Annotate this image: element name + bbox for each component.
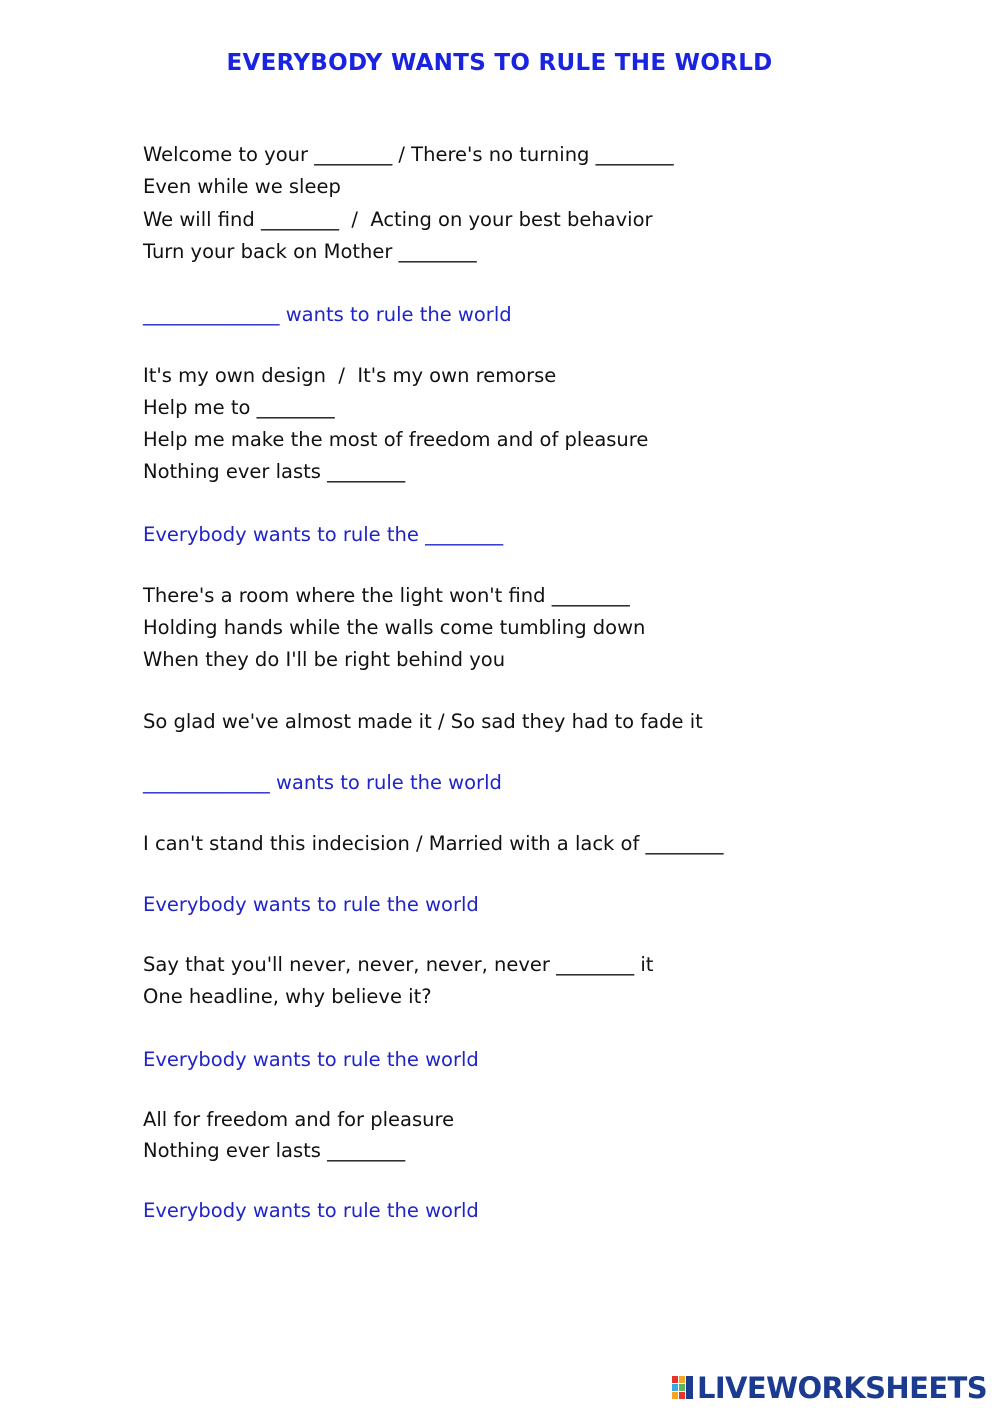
lyric-line: We will find ________ / Acting on your best behavior [143, 208, 653, 231]
lyric-line: One headline, why believe it? [143, 985, 432, 1008]
worksheet-title: EVERYBODY WANTS TO RULE THE WORLD [226, 50, 773, 76]
chorus-line: Everybody wants to rule the ________ [143, 523, 504, 546]
lyric-line: All for freedom and for pleasure [143, 1108, 455, 1131]
lyric-line: Holding hands while the walls come tumbling down [143, 616, 646, 639]
lyric-line: Say that you'll never, never, never, never ________ it [143, 953, 654, 976]
lyric-line: Nothing ever lasts ________ [143, 1139, 406, 1162]
lyric-line: Welcome to your ________ / There's no turning ________ [143, 143, 674, 166]
liveworksheets-brand [672, 1370, 987, 1406]
lyric-line: Help me to ________ [143, 396, 335, 419]
lyric-line: Help me make the most of freedom and of pleasure [143, 428, 649, 451]
chorus-line: Everybody wants to rule the world [143, 1048, 479, 1071]
chorus-line: Everybody wants to rule the world [143, 893, 479, 916]
liveworksheets-wordmark: LIVEWORKSHEETS [696, 1371, 987, 1405]
lyric-line: Nothing ever lasts ________ [143, 460, 406, 483]
lyric-line: When they do I'll be right behind you [143, 648, 506, 671]
liveworksheets-logo-icon [672, 1374, 694, 1402]
chorus-line: Everybody wants to rule the world [143, 1199, 479, 1222]
lyric-line: Turn your back on Mother ________ [143, 240, 477, 263]
chorus-line: _____________ wants to rule the world [143, 771, 502, 794]
lyric-line: So glad we've almost made it / So sad they had to fade it [143, 710, 703, 733]
lyric-line: It's my own design / It's my own remorse [143, 364, 557, 387]
lyric-line: There's a room where the light won't find ________ [143, 584, 630, 607]
lyric-line: Even while we sleep [143, 175, 341, 198]
lyric-line: I can't stand this indecision / Married with a lack of ________ [143, 832, 724, 855]
chorus-line: ______________ wants to rule the world [143, 303, 512, 326]
